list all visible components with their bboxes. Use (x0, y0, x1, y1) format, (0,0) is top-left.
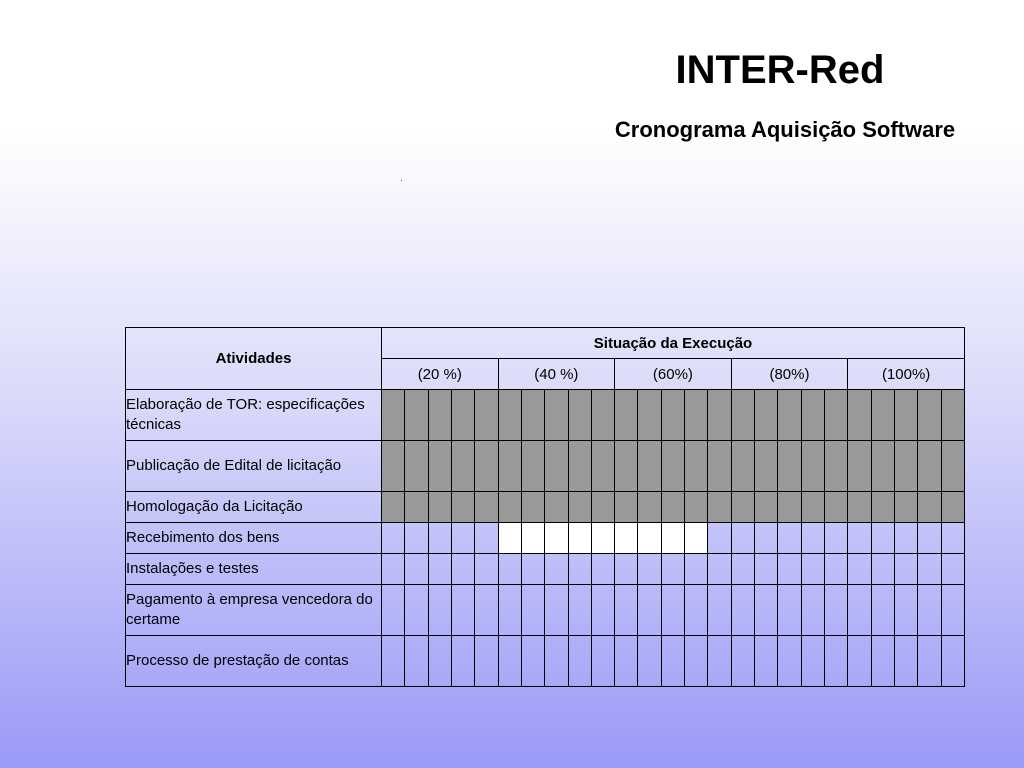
progress-cell-empty (824, 585, 847, 636)
table-row (126, 441, 965, 492)
progress-cell-empty (591, 636, 614, 687)
progress-cell-empty (871, 523, 894, 554)
progress-cell-empty (661, 636, 684, 687)
progress-cell-filled (475, 390, 498, 441)
progress-cell-filled (405, 492, 428, 523)
progress-cell-filled (568, 390, 591, 441)
header-row-main (126, 328, 965, 359)
progress-cell-filled (755, 492, 778, 523)
progress-cell-highlight (615, 523, 638, 554)
progress-cell-empty (731, 585, 754, 636)
progress-cell-filled (871, 492, 894, 523)
progress-cell-filled (731, 441, 754, 492)
progress-cell-empty (918, 554, 941, 585)
activity-label: Processo de prestação de contas (126, 636, 382, 687)
progress-cell-filled (428, 492, 451, 523)
progress-cell-filled (848, 492, 871, 523)
progress-cell-highlight (521, 523, 544, 554)
progress-cell-empty (498, 636, 521, 687)
progress-cell-filled (824, 441, 847, 492)
progress-cell-empty (894, 523, 917, 554)
progress-cell-filled (591, 441, 614, 492)
progress-cell-empty (615, 636, 638, 687)
progress-cell-filled (824, 492, 847, 523)
progress-cell-empty (848, 585, 871, 636)
progress-cell-empty (778, 585, 801, 636)
decorative-dot (401, 180, 402, 181)
progress-cell-filled (475, 492, 498, 523)
progress-cell-empty (894, 585, 917, 636)
progress-cell-empty (731, 636, 754, 687)
progress-cell-filled (638, 492, 661, 523)
progress-cell-filled (708, 390, 731, 441)
progress-cell-filled (941, 441, 965, 492)
progress-cell-empty (778, 523, 801, 554)
progress-cell-empty (755, 523, 778, 554)
progress-cell-empty (615, 554, 638, 585)
page-subtitle: Cronograma Aquisição Software (614, 117, 956, 142)
progress-cell-empty (451, 523, 474, 554)
progress-cell-empty (824, 636, 847, 687)
phase-header: (40 %) (498, 359, 615, 390)
phase-header: (60%) (615, 359, 732, 390)
schedule-table (125, 327, 965, 687)
progress-cell-filled (778, 492, 801, 523)
progress-cell-filled (871, 390, 894, 441)
progress-cell-filled (941, 390, 965, 441)
progress-cell-filled (405, 390, 428, 441)
progress-cell-filled (498, 492, 521, 523)
progress-cell-empty (871, 636, 894, 687)
progress-cell-empty (661, 585, 684, 636)
progress-cell-empty (545, 585, 568, 636)
progress-cell-empty (918, 523, 941, 554)
progress-cell-empty (638, 636, 661, 687)
progress-cell-empty (778, 636, 801, 687)
progress-cell-empty (405, 636, 428, 687)
table-row (126, 523, 965, 554)
progress-cell-filled (451, 441, 474, 492)
progress-cell-filled (382, 492, 405, 523)
progress-cell-filled (894, 390, 917, 441)
progress-cell-filled (918, 390, 941, 441)
progress-cell-empty (545, 636, 568, 687)
progress-cell-empty (941, 554, 965, 585)
progress-cell-empty (685, 585, 708, 636)
progress-cell-filled (918, 492, 941, 523)
progress-cell-empty (755, 554, 778, 585)
progress-cell-empty (755, 585, 778, 636)
progress-cell-filled (521, 390, 544, 441)
progress-cell-empty (451, 585, 474, 636)
phase-header: (80%) (731, 359, 848, 390)
progress-cell-filled (778, 441, 801, 492)
progress-cell-empty (405, 554, 428, 585)
progress-cell-filled (591, 390, 614, 441)
progress-cell-empty (801, 585, 824, 636)
progress-cell-empty (894, 636, 917, 687)
activity-label: Pagamento à empresa vencedora do certame (126, 585, 382, 636)
progress-cell-empty (498, 585, 521, 636)
phase-header: (100%) (848, 359, 965, 390)
progress-cell-empty (451, 554, 474, 585)
progress-cell-empty (545, 554, 568, 585)
progress-cell-empty (755, 636, 778, 687)
status-header: Situação da Execução (382, 328, 965, 359)
progress-cell-filled (568, 492, 591, 523)
activities-header: Atividades (126, 328, 382, 390)
progress-cell-filled (545, 441, 568, 492)
progress-cell-empty (941, 636, 965, 687)
progress-cell-empty (801, 523, 824, 554)
progress-cell-filled (824, 390, 847, 441)
progress-cell-filled (755, 390, 778, 441)
progress-cell-filled (894, 441, 917, 492)
progress-cell-empty (428, 636, 451, 687)
table-row (126, 636, 965, 687)
progress-cell-filled (801, 492, 824, 523)
progress-cell-filled (615, 390, 638, 441)
progress-cell-empty (918, 636, 941, 687)
progress-cell-filled (615, 492, 638, 523)
progress-cell-filled (591, 492, 614, 523)
progress-cell-filled (405, 441, 428, 492)
progress-cell-empty (871, 554, 894, 585)
progress-cell-empty (708, 585, 731, 636)
progress-cell-empty (428, 585, 451, 636)
table-row (126, 492, 965, 523)
progress-cell-filled (731, 492, 754, 523)
progress-cell-empty (801, 554, 824, 585)
progress-cell-empty (918, 585, 941, 636)
progress-cell-filled (708, 441, 731, 492)
progress-cell-filled (661, 390, 684, 441)
progress-cell-highlight (498, 523, 521, 554)
progress-cell-filled (451, 492, 474, 523)
progress-cell-empty (475, 636, 498, 687)
progress-cell-empty (382, 554, 405, 585)
table-row (126, 585, 965, 636)
progress-cell-empty (615, 585, 638, 636)
progress-cell-empty (778, 554, 801, 585)
progress-cell-empty (708, 554, 731, 585)
progress-cell-empty (801, 636, 824, 687)
progress-cell-empty (708, 636, 731, 687)
progress-cell-filled (661, 492, 684, 523)
progress-cell-filled (615, 441, 638, 492)
progress-cell-filled (778, 390, 801, 441)
progress-cell-empty (568, 554, 591, 585)
progress-cell-filled (382, 441, 405, 492)
progress-cell-empty (824, 554, 847, 585)
progress-cell-empty (405, 523, 428, 554)
progress-cell-empty (848, 554, 871, 585)
progress-cell-filled (685, 390, 708, 441)
progress-cell-empty (521, 554, 544, 585)
progress-cell-empty (591, 585, 614, 636)
progress-cell-empty (382, 636, 405, 687)
progress-cell-filled (498, 441, 521, 492)
progress-cell-empty (871, 585, 894, 636)
progress-cell-filled (638, 390, 661, 441)
progress-cell-filled (475, 441, 498, 492)
progress-cell-filled (382, 390, 405, 441)
progress-cell-filled (871, 441, 894, 492)
progress-cell-empty (731, 523, 754, 554)
progress-cell-empty (591, 554, 614, 585)
progress-cell-filled (451, 390, 474, 441)
progress-cell-empty (568, 636, 591, 687)
progress-cell-empty (498, 554, 521, 585)
progress-cell-filled (708, 492, 731, 523)
progress-cell-empty (638, 554, 661, 585)
progress-cell-empty (451, 636, 474, 687)
progress-cell-filled (545, 390, 568, 441)
activity-label: Instalações e testes (126, 554, 382, 585)
progress-cell-empty (382, 523, 405, 554)
progress-cell-filled (755, 441, 778, 492)
progress-cell-empty (638, 585, 661, 636)
activity-label: Recebimento dos bens (126, 523, 382, 554)
progress-cell-empty (475, 554, 498, 585)
progress-cell-empty (405, 585, 428, 636)
progress-cell-filled (428, 390, 451, 441)
progress-cell-highlight (591, 523, 614, 554)
progress-cell-filled (848, 441, 871, 492)
table-row (126, 390, 965, 441)
progress-cell-highlight (661, 523, 684, 554)
progress-cell-filled (661, 441, 684, 492)
progress-cell-filled (638, 441, 661, 492)
progress-cell-empty (428, 523, 451, 554)
progress-cell-filled (731, 390, 754, 441)
progress-cell-empty (568, 585, 591, 636)
progress-cell-filled (848, 390, 871, 441)
progress-cell-empty (708, 523, 731, 554)
progress-cell-empty (521, 585, 544, 636)
progress-cell-empty (824, 523, 847, 554)
progress-cell-empty (941, 585, 965, 636)
progress-cell-filled (545, 492, 568, 523)
progress-cell-filled (894, 492, 917, 523)
progress-cell-empty (382, 585, 405, 636)
progress-cell-empty (848, 636, 871, 687)
progress-cell-filled (918, 441, 941, 492)
activity-label: Elaboração de TOR: especificações técnicas (126, 390, 382, 441)
progress-cell-highlight (638, 523, 661, 554)
progress-cell-highlight (685, 523, 708, 554)
progress-cell-filled (568, 441, 591, 492)
progress-cell-filled (428, 441, 451, 492)
page-title: INTER-Red (675, 48, 885, 92)
progress-cell-empty (731, 554, 754, 585)
progress-cell-filled (801, 441, 824, 492)
progress-cell-highlight (568, 523, 591, 554)
phase-header: (20 %) (382, 359, 499, 390)
progress-cell-empty (848, 523, 871, 554)
progress-cell-filled (498, 390, 521, 441)
progress-cell-filled (521, 441, 544, 492)
progress-cell-highlight (545, 523, 568, 554)
progress-cell-empty (941, 523, 965, 554)
progress-cell-empty (475, 585, 498, 636)
progress-cell-filled (685, 441, 708, 492)
progress-cell-empty (661, 554, 684, 585)
table-row (126, 554, 965, 585)
progress-cell-empty (521, 636, 544, 687)
progress-cell-filled (685, 492, 708, 523)
progress-cell-empty (475, 523, 498, 554)
progress-cell-filled (941, 492, 965, 523)
activity-label: Publicação de Edital de licitação (126, 441, 382, 492)
progress-cell-filled (521, 492, 544, 523)
activity-label: Homologação da Licitação (126, 492, 382, 523)
progress-cell-empty (685, 554, 708, 585)
progress-cell-empty (428, 554, 451, 585)
progress-cell-empty (894, 554, 917, 585)
progress-cell-filled (801, 390, 824, 441)
progress-cell-empty (685, 636, 708, 687)
